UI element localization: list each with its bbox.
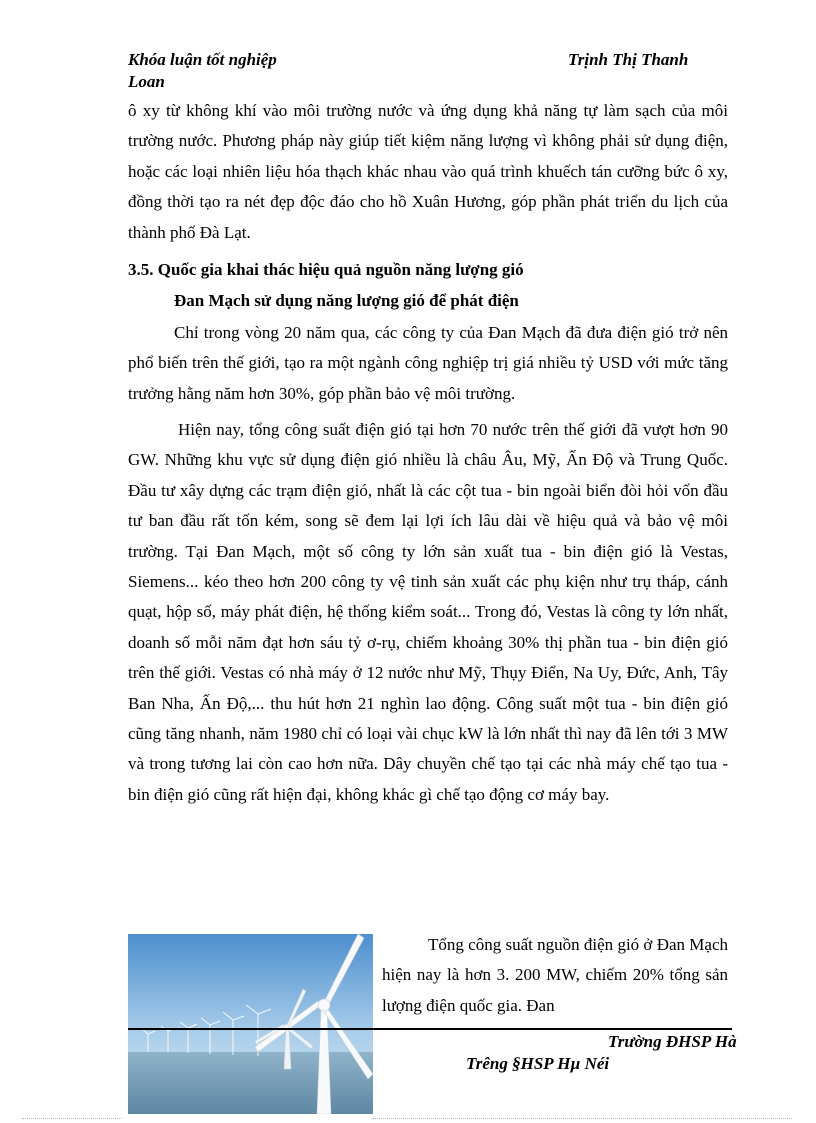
footer-divider [128,1028,732,1030]
footer-school: Trường ĐHSP Hà [608,1032,737,1051]
bottom-dotted-rule-right [372,1118,792,1119]
paragraph-2: Chỉ trong vòng 20 năm qua, các công ty của Đan Mạch đã đưa điện gió trở nên phổ biến trên thế giới, tạo ra một ngành công nghiệp trị giá nhiều tỷ USD với mức tăng trưởng hằng năm hơn 30%, góp phần bảo vệ môi trường. [128,323,728,403]
paragraph-4: Tổng công suất nguồn điện gió ở Đan Mạch hiện nay là hơn 3. 200 MW, chiếm 20% tổng sản lượng điện quốc gia. Đan [382,935,728,1015]
wind-turbine-icon [128,934,373,1114]
section-heading: 3.5. Quốc gia khai thác hiệu quả nguồn năng lượng gió [128,260,524,279]
subheading: Đan Mạch sử dụng năng lượng gió để phát điện [174,291,519,310]
footer-school-garbled: Trêng §HSP Hµ Néi [466,1054,610,1073]
header-title: Khóa luận tốt nghiệp [128,50,277,69]
header-title-continued: Loan [128,72,165,91]
header-author: Trịnh Thị Thanh [568,50,689,69]
paragraph-3: Hiện nay, tổng công suất điện gió tại hơn 70 nước trên thế giới đã vượt hơn 90 GW. Những khu vực sử dụng điện gió nhiều là châu Âu, Mỹ, Ấn Độ và Trung Quốc. Đầu tư xây dựng các trạm điện gió, nhất là các cột tua - bin ngoài biển đòi hỏi vốn đầu tư ban đầu rất tốn kém, song sẽ đem lại lợi ích lâu dài về hiệu quả và bảo vệ môi trường. Tại Đan Mạch, một số công ty lớn sản xuất tua - bin điện gió là Vestas, Siemens... kéo theo hơn 200 công ty vệ tinh sản xuất các phụ kiện như trụ tháp, cánh quạt, hộp số, máy phát điện, hệ thống kiểm soát... Trong đó, Vestas là công ty lớn nhất, doanh số mỗi năm đạt hơn sáu tỷ ơ-rụ, chiếm khoảng 30% thị phần tua - bin điện gió trên thế giới. Vestas có nhà máy ở 12 nước như Mỹ, Thụy Điển, Na Uy, Đức, Anh, Tây Ban Nha, Ấn Độ,... thu hút hơn 21 nghìn lao động. Công suất một tua - bin điện gió cũng tăng nhanh, năm 1980 chỉ có loại vài chục kW là lớn nhất thì nay đã lên tới 3 MW và trong tương lai còn cao hơn nữa. Dây chuyền chế tạo tại các nhà máy chế tạo tua - bin điện gió cũng rất hiện đại, không khác gì chế tạo động cơ máy bay. [128,420,728,804]
bottom-dotted-rule-left [22,1118,122,1119]
paragraph-1: ô xy từ không khí vào môi trường nước và ứng dụng khả năng tự làm sạch của môi trường nước. Phương pháp này giúp tiết kiệm năng lượng vì không phải sử dụng điện, hoặc các loại nhiên liệu hóa thạch khác nhau vào quá trình khuếch tán cưỡng bức ô xy, đồng thời tạo ra nét đẹp độc đáo cho hồ Xuân Hương, góp phần phát triển du lịch của thành phố Đà Lạt. [128,101,728,242]
wind-turbine-photo [128,934,373,1114]
